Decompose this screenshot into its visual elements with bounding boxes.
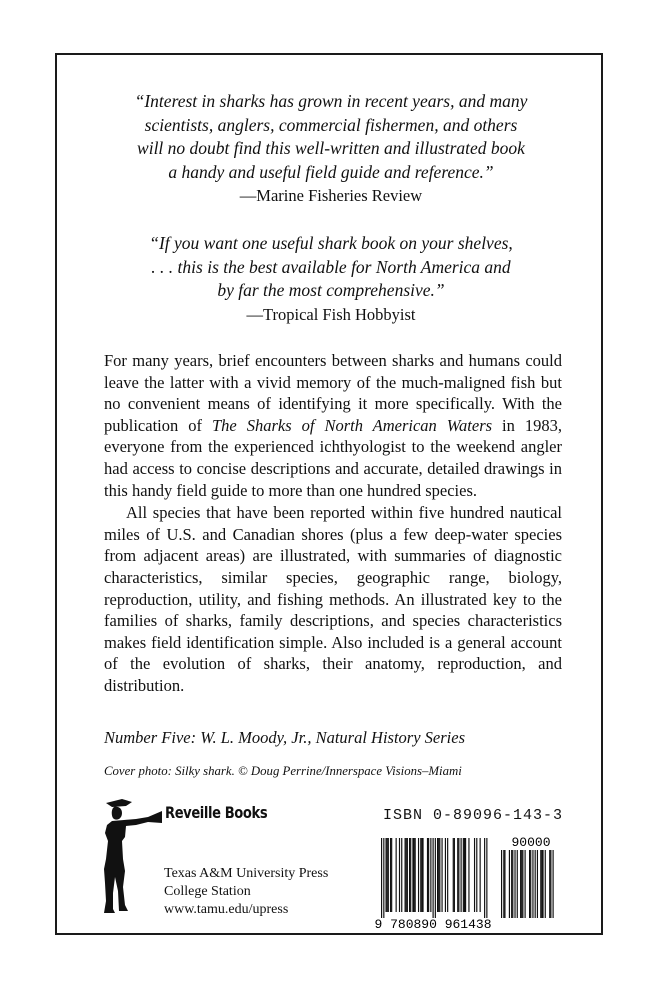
publisher-info [164,865,328,919]
addon-bar [501,850,502,918]
isbn-label: ISBN 0-89096-143-3 [383,807,564,824]
addon-bar [550,850,551,918]
barcode-bar [387,838,388,912]
barcode-bar [420,838,421,912]
addon-bars [501,850,554,918]
barcode-bar [486,838,487,918]
quote-line: by far the most comprehensive.” [217,280,445,300]
addon-bar [529,850,530,918]
barcode-bar [441,838,442,912]
barcode-bar [418,838,419,912]
barcode [371,832,566,930]
barcode-bar [476,838,477,912]
addon-bar [540,850,541,918]
barcode-bar [401,838,402,912]
quote-line: “If you want one useful shark book on your shelves, [149,233,513,253]
barcode-bar [399,838,400,912]
barcode-bar [410,838,411,912]
addon-bar [512,850,513,918]
barcode-bar [385,838,386,912]
barcode-bar [383,838,384,918]
barcode-bar [438,838,439,912]
publisher-name: Texas A&M University Press [164,866,329,881]
addon-bar [514,850,515,918]
barcode-bar [390,838,391,912]
publisher-city: College Station [164,884,251,899]
barcode-bar [447,838,448,912]
barcode-bar [407,838,408,912]
addon-bar [504,850,505,918]
addon-bar [511,850,512,918]
barcode-bar [421,838,422,912]
ean-bars [381,838,487,918]
addon-bar [545,850,546,918]
barcode-bar [396,838,397,912]
addon-price-code: 90000 [511,835,551,850]
barcode-bar [422,838,423,912]
barcode-bar [430,838,431,912]
barcode-bar [433,838,434,918]
quote-line: “Interest in sharks has grown in recent years, and many [134,91,528,111]
description-paragraph-2: All species that have been reported within five hundred nautical miles of U.S. and Canadian shores (plus a few deep-water species from adjacent areas) are illustrated, with summaries of diagnostic characteristics, similar species, geographic range, biology, reproduction, utility, and fishing methods. An illustrated key to the families of sharks, family descriptions, and species characteristics makes field identification simple. Also included is a general account of the evolution of sharks, their anatomy, reproduction, and distribution. [104,503,562,695]
barcode-bar [437,838,438,912]
publisher-url[interactable]: www.tamu.edu/upress [164,902,289,917]
addon-bar [537,850,538,918]
barcode-bar [484,838,485,918]
description-text: For many years, brief encounters between sharks and humans could leave the latter with a vivid memory of the much-maligned fish but no convenient means of identifying it more specifically. With the publication of [104,351,562,435]
description-paragraph-1 [104,350,562,501]
barcode-bar [474,838,475,912]
addon-bar [532,850,533,918]
review-quote-1 [0,90,662,207]
book-description [104,350,562,697]
quote-line: scientists, anglers, commercial fishermen, and others [144,114,518,135]
bugler-icon [92,797,164,917]
barcode-bar [480,838,481,912]
quote-attribution: —Tropical Fish Hobbyist [246,304,416,324]
addon-bar [517,850,518,918]
addon-bar [522,850,523,918]
barcode-bar [413,838,414,912]
addon-bar [549,850,550,918]
barcode-bar [428,838,429,912]
addon-bar [525,850,526,918]
barcode-bar [439,838,440,912]
addon-bar [535,850,536,918]
barcode-bar [391,838,392,912]
barcode-bar [405,838,406,912]
barcode-bar [435,838,436,918]
addon-bar [542,850,543,918]
description-text: in 1983, everyone from the experienced ichthyologist to the weekend angler had access to concise descriptions and accurate, detailed drawings in this handy field guide to more than one hundred species. [104,415,562,500]
addon-bar [520,850,521,918]
review-quote-2 [0,232,662,326]
barcode-bar [427,838,428,912]
quote-attribution: —Marine Fisheries Review [239,186,423,205]
barcode-bar [388,838,389,912]
barcode-bar [463,838,464,912]
addon-bar [509,850,510,918]
barcode-bar [465,838,466,912]
quote-line: will no doubt find this well-written and illustrated book [137,138,525,158]
barcode-bar [409,838,410,912]
imprint-name: Reveille Books [165,803,268,822]
barcode-bar [457,838,458,912]
ean-number: 9 780890 961438 [374,917,492,930]
addon-bar [503,850,504,918]
addon-bar [541,850,542,918]
book-title: The Sharks of North American Waters [211,415,493,435]
barcode-bar [464,838,465,912]
barcode-bar [453,838,454,912]
barcode-bar [445,838,446,912]
barcode-bar [406,838,407,912]
barcode-bar [468,838,469,912]
barcode-bar [412,838,413,912]
barcode-bar [454,838,455,912]
barcode-bar [381,838,382,918]
barcode-bar [415,838,416,912]
quote-line: a handy and useful field guide and reference.” [168,161,494,182]
addon-bar [530,850,531,918]
barcode-bar [461,838,462,912]
barcode-bar [458,838,459,912]
quote-line: . . . this is the best available for North America and [151,256,511,277]
cover-photo-credit: Cover photo: Silky shark. © Doug Perrine/Innerspace Visions–Miami [104,764,462,778]
addon-bar [553,850,554,918]
series-line: Number Five: W. L. Moody, Jr., Natural History Series [104,728,465,747]
addon-bar [521,850,522,918]
